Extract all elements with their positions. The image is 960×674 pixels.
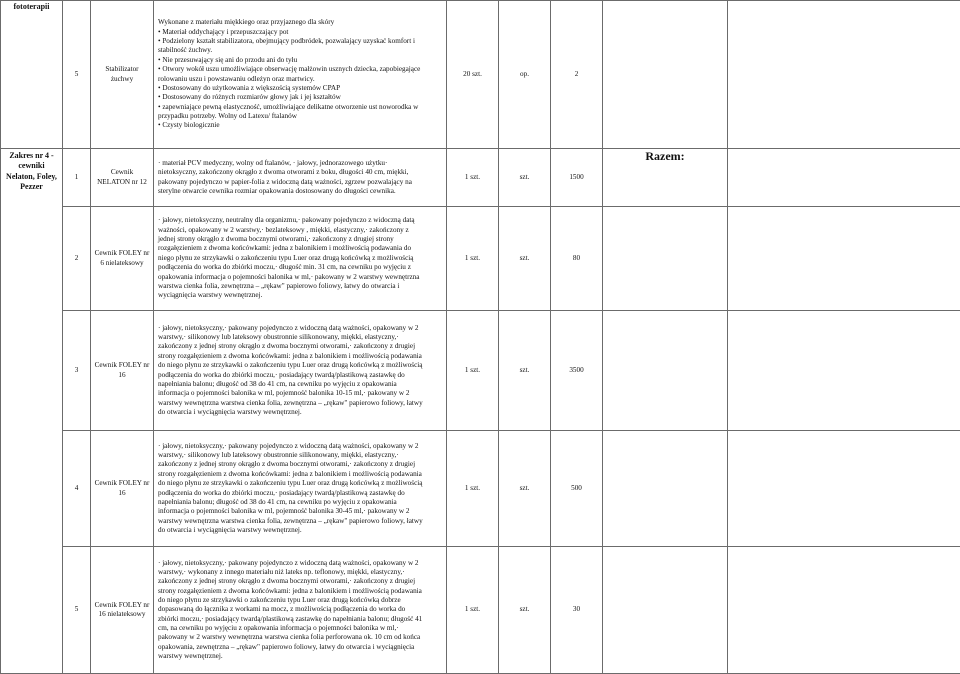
- description-line: do otwarcia i wyciągnięcia warstwy wewnętrznej.: [158, 526, 442, 535]
- description-line: • Nie przesuwający się ani do przodu ani do tyłu: [158, 56, 442, 65]
- quantity-cell: 1 szt.: [447, 207, 499, 311]
- product-name-cell: Cewnik FOLEY nr 16: [91, 311, 154, 431]
- product-name-cell: Cewnik NELATON nr 12: [91, 149, 154, 207]
- empty-cell: [603, 431, 728, 547]
- description-line: • Otwory wokół uszu umożliwiające obserwację małżowin usznych dziecka, zapobiegające: [158, 65, 442, 74]
- zakres-label: Zakres nr 4 - cewniki Nelaton, Foley, Pezzer: [1, 149, 63, 674]
- product-name-cell: Cewnik FOLEY nr 16: [91, 431, 154, 547]
- empty-cell: [603, 311, 728, 431]
- description-line: warstwy wewnętrzna warstwa cienka folia, zewnętrzna – „rękaw" papierowo foliowy, łatwy: [158, 399, 442, 408]
- empty-cell: [728, 311, 960, 431]
- quantity-cell: 1 szt.: [447, 431, 499, 547]
- description-line: informacja o pojemności balonika w ml, pojemność balonika 30-45 ml,· pakowany w 2: [158, 507, 442, 516]
- description-line: opakowania informacja o pojemności balonika w ml,· pakowany w 2 warstwy wewnętrzna: [158, 273, 442, 282]
- description-line: · materiał PCV medyczny, wolny od ftalanów, · jałowy, jednorazowego użytku·: [158, 159, 442, 168]
- product-name-cell: Stabilizator żuchwy: [91, 1, 154, 149]
- description-line: zakończony z jednej strony okrągło z dwoma bocznymi otworami,· zakończony z drugiej: [158, 342, 442, 351]
- description-line: · jałowy, nietoksyczny,· pakowany pojedynczo z widoczną datą ważności, opakowany w 2: [158, 442, 442, 451]
- description-line: · jałowy, nietoksyczny,· pakowany pojedynczo z widoczną datą ważności, opakowany w 2: [158, 559, 442, 568]
- lp-cell: 4: [63, 431, 91, 547]
- quantity-cell: 1 szt.: [447, 547, 499, 674]
- lp-cell: 5: [63, 1, 91, 149]
- description-line: przypadku potrzeby. Wolny od Latexu/ ftalanów: [158, 112, 442, 121]
- category-cell-prev: fototerapii: [1, 1, 63, 149]
- description-line: warstwy,· silikonowy lub lateksowy obustronnie silikonowany, miękki, elastyczny,·: [158, 451, 442, 460]
- description-line: podłączenia do worka do zbiórki moczu,· posiadający twardą/plastikową zastawkę do: [158, 489, 442, 498]
- unit-cell: op.: [499, 1, 551, 149]
- description-line: • zapewniające pewną elastyczność, umożliwiające delikatne otworzenie ust noworodka w: [158, 103, 442, 112]
- empty-cell: [728, 1, 960, 149]
- description-line: do niego płynu ze strzykawki o zakończeniu typu Luer oraz drugą końcówką z możliwością: [158, 361, 442, 370]
- table-row: [1, 311, 960, 431]
- description-line: stabilność żuchwy.: [158, 46, 442, 55]
- description-line: opakowania, zewnętrzna – „rękaw" papierowo foliowy, łatwy do otwarcia i wyciągnięcia: [158, 643, 442, 652]
- quantity-cell: 1 szt.: [447, 311, 499, 431]
- description-line: zakończony z jednej strony okrągło z dwoma bocznymi otworami,· zakończony z drugiej: [158, 577, 442, 586]
- description-line: podłączenia do worka do zbiórki moczu,· posiadający twardą/plastikową zastawkę do: [158, 371, 442, 380]
- empty-cell: [728, 149, 960, 207]
- description-line: strony rozgałęzieniem z dwoma końcówkami: jedna z balonikiem i możliwością podawania: [158, 587, 442, 596]
- description-cell: [154, 207, 447, 311]
- quantity-cell: 1 szt.: [447, 149, 499, 207]
- amount-cell: 80: [551, 207, 603, 311]
- table-row: [1, 431, 960, 547]
- description-line: zbiórki moczu,· posiadający twardą/plastikową zastawkę do napełniania balonu; długość 41: [158, 615, 442, 624]
- description-line: • Dostosowany do użytkowania z większością systemów CPAP: [158, 84, 442, 93]
- amount-cell: 500: [551, 431, 603, 547]
- table-row: [1, 149, 960, 207]
- description-line: ważności, opakowany w 2 warstwy,· bezlateksowy , miękki, elastyczny,· zakończony z: [158, 226, 442, 235]
- amount-cell: 2: [551, 1, 603, 149]
- table-row: [1, 1, 960, 149]
- description-line: nietoksyczny, zakończony okrągło z dwoma otworami z boku, długości 40 cm, miękki,: [158, 168, 442, 177]
- description-line: strony rozgałęzieniem z dwoma końcówkami: jedna z balonikiem i możliwością podawania: [158, 352, 442, 361]
- empty-cell: [728, 547, 960, 674]
- description-line: do otwarcia i wyciągnięcia warstwy wewnętrznej.: [158, 408, 442, 417]
- description-line: zakończony z jednej strony okrągło z dwoma bocznymi otworami,· zakończony z drugiej: [158, 460, 442, 469]
- description-line: rozgałęzieniem z dwoma końcówkami: jedna z balonikiem i możliwością podawania do: [158, 244, 442, 253]
- lp-cell: 5: [63, 547, 91, 674]
- description-line: pakowany pojedynczo w papier-folia z widoczną datą ważności, zgrzew pozwalający na: [158, 178, 442, 187]
- empty-cell: [728, 431, 960, 547]
- description-line: rolowaniu uszu i powstawaniu odleżyn oraz martwicy.: [158, 75, 442, 84]
- table-row: [1, 207, 960, 311]
- unit-cell: szt.: [499, 207, 551, 311]
- description-line: • Materiał oddychający i przepuszczający pot: [158, 28, 442, 37]
- description-line: cm, na cewniku po wyjęciu z opakowania informacja o pojemności balonika w ml,·: [158, 624, 442, 633]
- description-cell: [154, 1, 447, 149]
- description-line: pakowany w 2 warstwy wewnętrzna warstwa cienka folia perforowana ok. 10 cm od końca: [158, 633, 442, 642]
- product-name-cell: Cewnik FOLEY nr 6 nielateksowy: [91, 207, 154, 311]
- description-cell: [154, 149, 447, 207]
- unit-cell: szt.: [499, 547, 551, 674]
- description-line: warstwy,· wykonany z innego materiału niż lateks np. teflonowy, miękki, elastyczny,·: [158, 568, 442, 577]
- description-line: jednej strony okrągło z dwoma bocznymi otworami,· zakończony z drugiej strony: [158, 235, 442, 244]
- product-name-cell: Cewnik FOLEY nr 16 nielateksowy: [91, 547, 154, 674]
- description-line: napełniania balonu; długość od 38 do 41 cm, na cewniku po wyjęciu z opakowania: [158, 498, 442, 507]
- table-row: [1, 547, 960, 674]
- empty-cell: [728, 207, 960, 311]
- description-cell: [154, 311, 447, 431]
- unit-cell: szt.: [499, 311, 551, 431]
- description-line: • Dostosowany do różnych rozmiarów głowy jak i jej kształtów: [158, 93, 442, 102]
- unit-cell: szt.: [499, 431, 551, 547]
- description-line: warstwy,· silikonowy lub lateksowy obustronnie silikonowany, miękki, elastyczny,·: [158, 333, 442, 342]
- description-line: strony rozgałęzieniem z dwoma końcówkami: jedna z balonikiem i możliwością podawania: [158, 470, 442, 479]
- lp-cell: 2: [63, 207, 91, 311]
- description-line: napełniania balonu; długość od 38 do 41 cm, na cewniku po wyjęciu z opakowania: [158, 380, 442, 389]
- empty-cell: [603, 547, 728, 674]
- description-line: warstwa cienka folia, zewnętrzna – „rękaw" papierowo foliowy, łatwy do otwarcia i: [158, 282, 442, 291]
- description-line: wyciągnięcia warstwy wewnętrznej.: [158, 291, 442, 300]
- description-line: · jałowy, nietoksyczny,· pakowany pojedynczo z widoczną datą ważności, opakowany w 2: [158, 324, 442, 333]
- lp-cell: 3: [63, 311, 91, 431]
- description-line: niego płynu ze strzykawki o zakończeniu typu Luer oraz drugą końcówką z możliwością: [158, 254, 442, 263]
- description-line: warstwy wewnętrzna warstwa cienka folia, zewnętrzna – „rękaw" papierowo foliowy, łatwy: [158, 517, 442, 526]
- description-line: · jałowy, nietoksyczny, neutralny dla organizmu,· pakowany pojedynczo z widoczną datą: [158, 216, 442, 225]
- description-line: do niego płynu ze strzykawki o zakończeniu typu Luer oraz drugą końcówką dobrze: [158, 596, 442, 605]
- description-line: • Podzielony kształt stabilizatora, obejmujący podbródek, pozwalający uzyskać komfort i: [158, 37, 442, 46]
- description-line: sterylne otwarcie cewnika rozmiar opakowania dostosowany do długości cewnika.: [158, 187, 442, 196]
- description-line: do niego płynu ze strzykawki o zakończeniu typu Luer oraz drugą końcówką z możliwością: [158, 479, 442, 488]
- description-cell: [154, 547, 447, 674]
- unit-cell: szt.: [499, 149, 551, 207]
- amount-cell: 3500: [551, 311, 603, 431]
- razem-label: Razem:: [603, 149, 728, 207]
- amount-cell: 30: [551, 547, 603, 674]
- empty-cell: [603, 1, 728, 149]
- description-line: • Czysty biologicznie: [158, 121, 442, 130]
- description-line: dopasowaną do łącznika z workami na mocz, z możliwością podłączenia do worka do: [158, 605, 442, 614]
- lp-cell: 1: [63, 149, 91, 207]
- description-line: warstwy wewnętrznej.: [158, 652, 442, 661]
- description-cell: [154, 431, 447, 547]
- description-line: podłączenia do worka do zbiórki moczu,· długość min. 31 cm, na cewniku po wyjęciu z: [158, 263, 442, 272]
- description-line: informacja o pojemności balonika w ml, pojemność balonika 10-15 ml,· pakowany w 2: [158, 389, 442, 398]
- empty-cell: [603, 207, 728, 311]
- quantity-cell: 20 szt.: [447, 1, 499, 149]
- description-line: Wykonane z materiału miękkiego oraz przyjaznego dla skóry: [158, 18, 442, 27]
- amount-cell: 1500: [551, 149, 603, 207]
